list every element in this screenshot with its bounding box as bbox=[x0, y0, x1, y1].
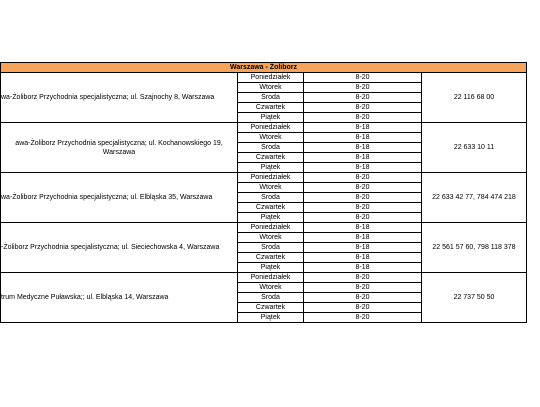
table-row bbox=[1, 73, 527, 83]
hours-cell: 8-20 bbox=[304, 273, 422, 283]
hours-cell: 8-20 bbox=[304, 93, 422, 103]
hours-cell: 8-20 bbox=[304, 173, 422, 183]
weekday-cell: Wtorek bbox=[238, 283, 304, 293]
hours-cell: 8-20 bbox=[304, 303, 422, 313]
hours-cell: 8-18 bbox=[304, 263, 422, 273]
weekday-cell: Czwartek bbox=[238, 253, 304, 263]
weekday-cell: Poniedziałek bbox=[238, 173, 304, 183]
table-row bbox=[1, 123, 527, 133]
weekday-cell: Czwartek bbox=[238, 103, 304, 113]
hours-cell: 8-18 bbox=[304, 143, 422, 153]
hours-cell: 8-18 bbox=[304, 123, 422, 133]
table-row bbox=[1, 223, 527, 233]
weekday-cell: Piątek bbox=[238, 163, 304, 173]
weekday-cell: Czwartek bbox=[238, 303, 304, 313]
hours-cell: 8-20 bbox=[304, 103, 422, 113]
weekday-cell: Piątek bbox=[238, 263, 304, 273]
hours-cell: 8-20 bbox=[304, 73, 422, 83]
clinic-schedule-table bbox=[0, 62, 527, 323]
phone-cell: 22 561 57 60, 798 118 378 bbox=[422, 223, 527, 273]
hours-cell: 8-18 bbox=[304, 233, 422, 243]
clinic-name-cell: trum Medyczne Puławska;; ul. Elbląska 14, Warszawa bbox=[1, 273, 238, 323]
weekday-cell: Środa bbox=[238, 293, 304, 303]
weekday-cell: Piątek bbox=[238, 313, 304, 323]
hours-cell: 8-20 bbox=[304, 83, 422, 93]
weekday-cell: Czwartek bbox=[238, 153, 304, 163]
table-row bbox=[1, 273, 527, 283]
weekday-cell: Wtorek bbox=[238, 183, 304, 193]
weekday-cell: Piątek bbox=[238, 213, 304, 223]
weekday-cell: Czwartek bbox=[238, 203, 304, 213]
hours-cell: 8-18 bbox=[304, 153, 422, 163]
phone-cell: 22 116 68 00 bbox=[422, 73, 527, 123]
weekday-cell: Poniedziałek bbox=[238, 123, 304, 133]
clinic-name-cell: -Żoliborz Przychodnia specjalistyczna; ul. Sieciechowska 4, Warszawa bbox=[1, 223, 238, 273]
header-row bbox=[1, 63, 527, 73]
phone-cell: 22 633 10 11 bbox=[422, 123, 527, 173]
clinic-name-cell: wa-Żoliborz Przychodnia specjalistyczna; ul. Elbląska 35, Warszawa bbox=[1, 173, 238, 223]
hours-cell: 8-20 bbox=[304, 313, 422, 323]
hours-cell: 8-20 bbox=[304, 193, 422, 203]
clinic-name-cell: wa-Żoliborz Przychodnia specjalistyczna; ul. Szajnochy 8, Warszawa bbox=[1, 73, 238, 123]
clinic-name-cell: awa-Żoliborz Przychodnia specjalistyczna; ul. Kochanowskiego 19, Warszawa bbox=[1, 123, 238, 173]
phone-cell: 22 737 50 50 bbox=[422, 273, 527, 323]
phone-cell: 22 633 42 77, 784 474 218 bbox=[422, 173, 527, 223]
weekday-cell: Wtorek bbox=[238, 233, 304, 243]
hours-cell: 8-18 bbox=[304, 163, 422, 173]
weekday-cell: Piątek bbox=[238, 113, 304, 123]
hours-cell: 8-18 bbox=[304, 243, 422, 253]
hours-cell: 8-20 bbox=[304, 113, 422, 123]
district-title: Warszawa - Żoliborz bbox=[1, 63, 527, 73]
weekday-cell: Środa bbox=[238, 243, 304, 253]
hours-cell: 8-18 bbox=[304, 253, 422, 263]
hours-cell: 8-18 bbox=[304, 223, 422, 233]
weekday-cell: Poniedziałek bbox=[238, 273, 304, 283]
weekday-cell: Środa bbox=[238, 143, 304, 153]
weekday-cell: Poniedziałek bbox=[238, 73, 304, 83]
weekday-cell: Środa bbox=[238, 193, 304, 203]
hours-cell: 8-20 bbox=[304, 203, 422, 213]
weekday-cell: Wtorek bbox=[238, 83, 304, 93]
hours-cell: 8-18 bbox=[304, 133, 422, 143]
weekday-cell: Wtorek bbox=[238, 133, 304, 143]
hours-cell: 8-20 bbox=[304, 213, 422, 223]
weekday-cell: Poniedziałek bbox=[238, 223, 304, 233]
hours-cell: 8-20 bbox=[304, 293, 422, 303]
weekday-cell: Środa bbox=[238, 93, 304, 103]
hours-cell: 8-20 bbox=[304, 183, 422, 193]
hours-cell: 8-20 bbox=[304, 283, 422, 293]
table-row bbox=[1, 173, 527, 183]
